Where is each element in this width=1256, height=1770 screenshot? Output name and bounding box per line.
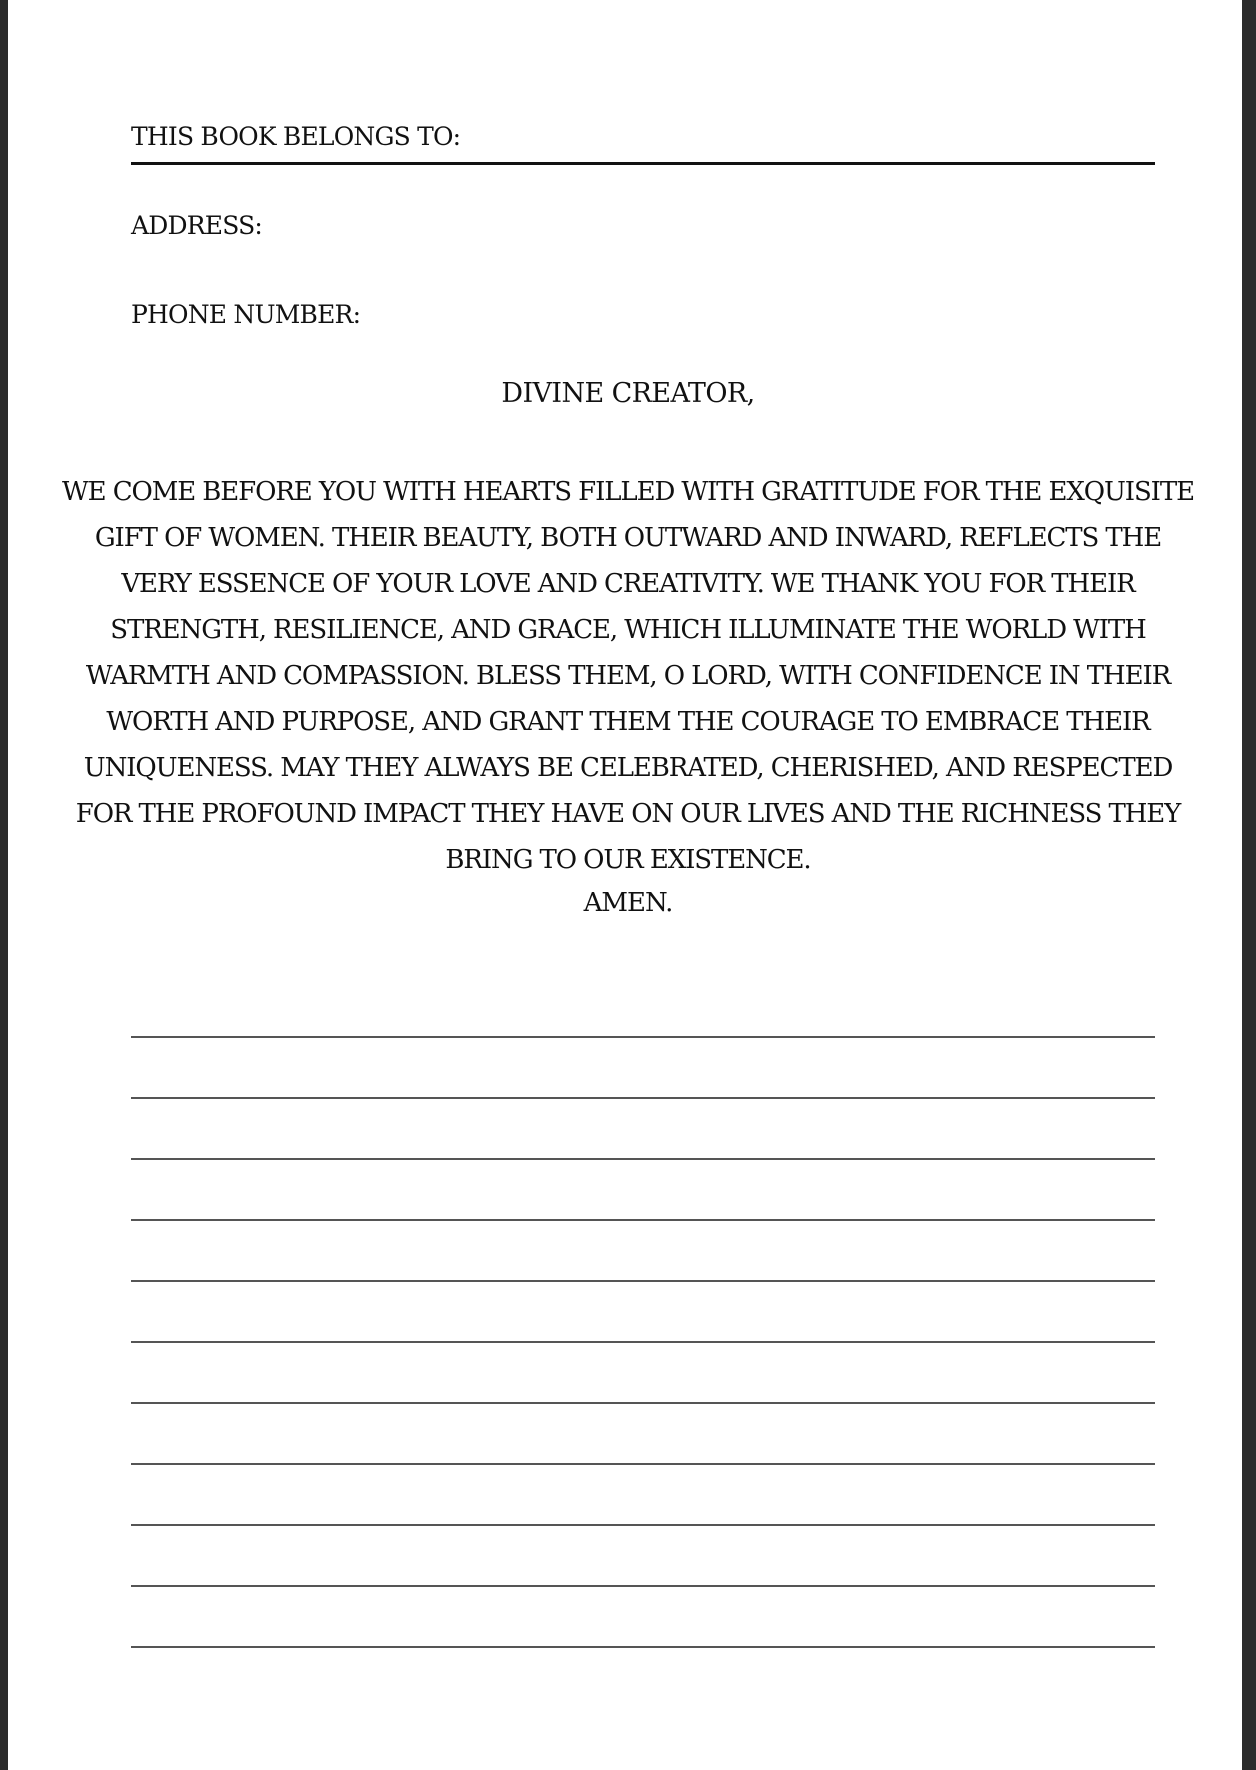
writing-line[interactable] (131, 1280, 1155, 1282)
writing-line[interactable] (131, 1158, 1155, 1160)
writing-line[interactable] (131, 1585, 1155, 1587)
writing-line[interactable] (131, 1341, 1155, 1343)
writing-line[interactable] (131, 1036, 1155, 1038)
prayer-line: VERY ESSENCE OF YOUR LOVE AND CREATIVITY. WE THANK YOU FOR THEIR (121, 569, 1135, 599)
page-frame-left (0, 0, 8, 1770)
prayer-line: WE COME BEFORE YOU WITH HEARTS FILLED WITH GRATITUDE FOR THE EXQUISITE (62, 477, 1194, 507)
prayer-line: BRING TO OUR EXISTENCE. (445, 845, 811, 875)
owner-name-line[interactable] (131, 162, 1155, 165)
writing-line[interactable] (131, 1524, 1155, 1526)
prayer-line: GIFT OF WOMEN. THEIR BEAUTY, BOTH OUTWARD AND INWARD, REFLECTS THE (94, 523, 1162, 553)
writing-line[interactable] (131, 1219, 1155, 1221)
prayer-line: UNIQUENESS. MAY THEY ALWAYS BE CELEBRATED, CHERISHED, AND RESPECTED (83, 753, 1173, 783)
phone-label: PHONE NUMBER: (131, 300, 361, 329)
prayer-body (0, 469, 1256, 883)
writing-line[interactable] (131, 1646, 1155, 1648)
prayer-salutation: DIVINE CREATOR, (501, 378, 755, 409)
prayer-line: STRENGTH, RESILIENCE, AND GRACE, WHICH ILLUMINATE THE WORLD WITH (110, 615, 1146, 645)
owner-label: THIS BOOK BELONGS TO: (131, 122, 461, 151)
writing-line[interactable] (131, 1097, 1155, 1099)
prayer-closing: AMEN. (583, 888, 673, 918)
page-frame-right (1242, 0, 1256, 1770)
prayer-line: WARMTH AND COMPASSION. BLESS THEM, O LORD, WITH CONFIDENCE IN THEIR (85, 661, 1171, 691)
address-label: ADDRESS: (131, 211, 263, 240)
writing-line[interactable] (131, 1402, 1155, 1404)
prayer-line: FOR THE PROFOUND IMPACT THEY HAVE ON OUR LIVES AND THE RICHNESS THEY (75, 799, 1181, 829)
writing-line[interactable] (131, 1463, 1155, 1465)
prayer-line: WORTH AND PURPOSE, AND GRANT THEM THE COURAGE TO EMBRACE THEIR (106, 707, 1150, 737)
